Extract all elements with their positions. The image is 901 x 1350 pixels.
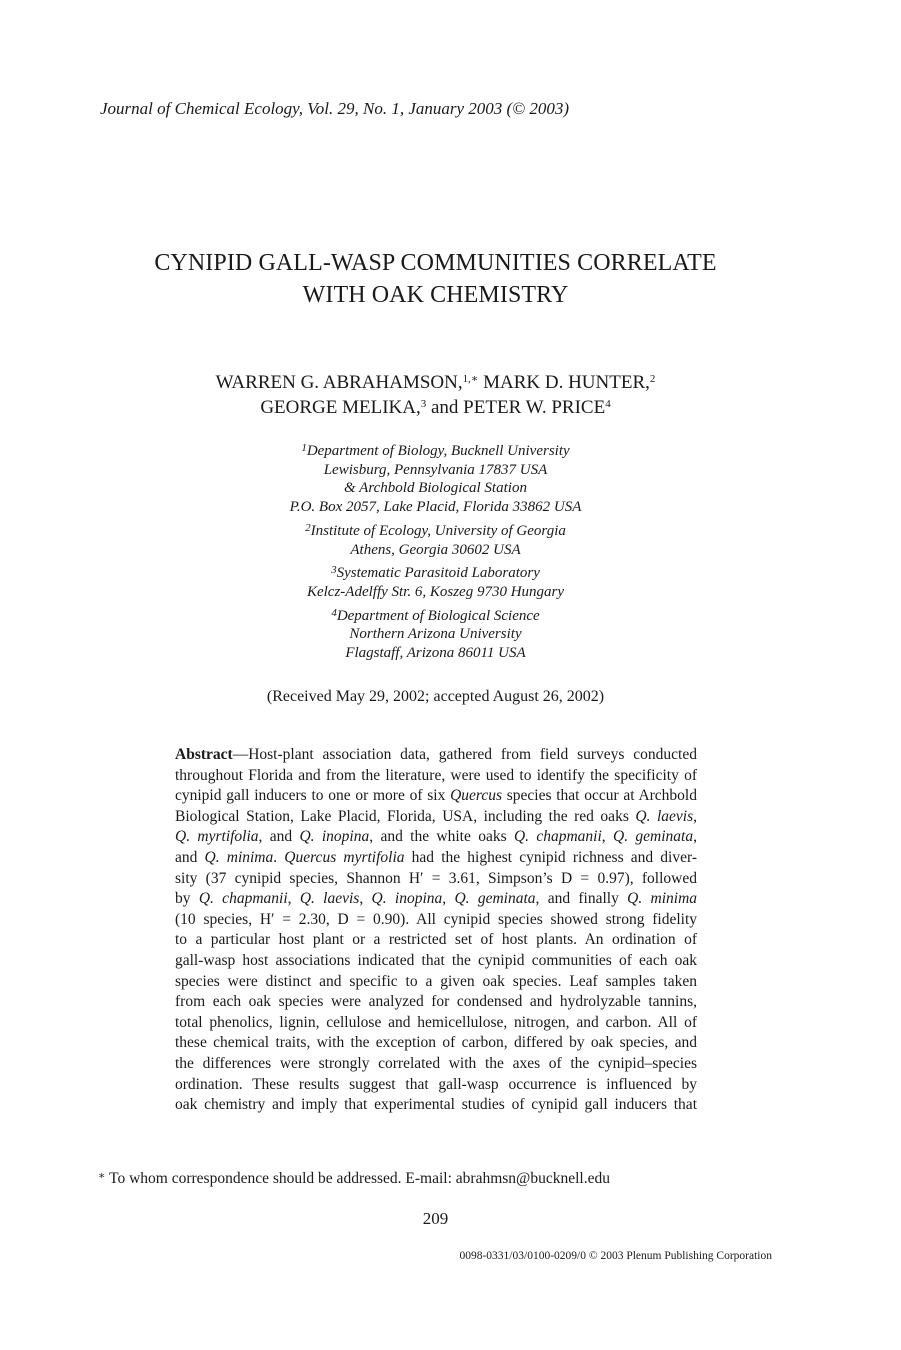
abstract-line: these chemical traits, with the exception of carbon, differed by oak species, and: [175, 1034, 697, 1052]
affiliation-line: Northern Arizona University: [349, 626, 522, 643]
affiliation-line: Lewisburg, Pennsylvania 17837 USA: [323, 461, 548, 478]
affiliation-line: Department of Biology, Bucknell University: [306, 443, 570, 459]
abstract-line: oak chemistry and imply that experimental studies of cynipid gall inducers that: [175, 1096, 697, 1114]
copyright-line: 0098-0331/03/0100-0209/0 © 2003 Plenum Publishing Corporation: [459, 1250, 772, 1262]
author-affiliation-mark: 3: [420, 398, 427, 410]
abstract-line: throughout Florida and from the literature, were used to identify the specificity of: [175, 766, 697, 784]
affiliation-line: & Archbold Biological Station: [344, 480, 527, 497]
article-title: [0, 247, 871, 311]
abstract-line: ordination. These results suggest that gall-wasp occurrence is influenced by: [175, 1075, 697, 1093]
author-affiliation-mark: 4: [605, 398, 611, 410]
affiliation-line: Institute of Ecology, University of Georgia: [310, 522, 566, 539]
affiliation-line: Kelcz-Adelffy Str. 6, Koszeg 9730 Hungary: [306, 583, 565, 600]
author-name: WARREN G. ABRAHAMSON,: [215, 372, 463, 393]
abstract-line: species were distinct and specific to a given oak species. Leaf samples taken: [175, 972, 697, 990]
abstract-line: sity (37 cynipid species, Shannon H′ = 3.61, Simpson’s D = 0.97), followed: [175, 869, 697, 887]
affiliation-1: [0, 442, 871, 517]
abstract-line: from each oak species were analyzed for condensed and hydrolyzable tannins,: [175, 993, 697, 1011]
abstract-line: to a particular host plant or a restricted set of host plants. An ordination of: [175, 931, 697, 949]
abstract-line: cynipid gall inducers to one or more of six Quercus species that occur at Archbold: [175, 787, 697, 805]
affiliation-3: [0, 564, 871, 601]
author-affiliation-mark: 1,∗: [462, 373, 479, 385]
abstract-line: by Q. chapmanii, Q. laevis, Q. inopina, Q. geminata, and finally Q. minima: [175, 890, 698, 908]
affiliation-mark: 2: [305, 521, 311, 534]
affiliation-line: Systematic Parasitoid Laboratory: [336, 565, 540, 582]
abstract-line: Biological Station, Lake Placid, Florida, USA, including the red oaks Q. laevis,: [175, 807, 697, 825]
affiliation-mark: 4: [331, 606, 337, 619]
received-dates: (Received May 29, 2002; accepted August 26, 2002): [266, 688, 605, 705]
author-affiliation-mark: 2: [649, 373, 656, 385]
abstract-line: total phenolics, lignin, cellulose and hemicellulose, nitrogen, and carbon. All of: [175, 1013, 697, 1031]
affiliation-line: P.O. Box 2057, Lake Placid, Florida 33862 USA: [289, 499, 582, 516]
abstract-line: Abstract—Host-plant association data, gathered from field surveys conducted: [175, 746, 697, 763]
journal-citation: Journal of Chemical Ecology, Vol. 29, No. 1, January 2003 (© 2003): [100, 99, 570, 118]
affiliations: [0, 442, 871, 668]
title-line-1: CYNIPID GALL-WASP COMMUNITIES CORRELATE: [154, 250, 717, 276]
author-line-1: [0, 370, 871, 395]
affiliation-mark: 1: [301, 442, 307, 454]
abstract-line: gall-wasp host associations indicated that the cynipid communities of each oak: [175, 951, 697, 969]
author-name: GEORGE MELIKA,: [260, 397, 421, 418]
correspondence-footnote: [98, 1170, 610, 1188]
title-line-2: WITH OAK CHEMISTRY: [302, 282, 569, 308]
author-name: MARK D. HUNTER,: [478, 372, 650, 393]
abstract-line: Q. myrtifolia, and Q. inopina, and the white oaks Q. chapmanii, Q. geminata,: [175, 828, 697, 846]
page-number: 209: [422, 1209, 449, 1228]
author-name: and PETER W. PRICE: [426, 397, 606, 418]
author-line-2: [0, 395, 871, 420]
footnote-text: To whom correspondence should be addressed. E-mail: abrahmsn@bucknell.edu: [105, 1170, 610, 1187]
affiliation-2: [0, 522, 871, 559]
affiliation-4: [0, 607, 871, 663]
abstract-line: (10 species, H′ = 2.30, D = 0.90). All cynipid species showed strong fidelity: [175, 910, 697, 928]
abstract-label: Abstract: [175, 746, 233, 763]
abstract: [175, 745, 697, 1116]
abstract-line: the differences were strongly correlated with the axes of the cynipid–species: [175, 1054, 697, 1072]
author-list: [0, 370, 871, 420]
affiliation-mark: 3: [331, 564, 337, 577]
affiliation-line: Athens, Georgia 30602 USA: [350, 541, 521, 558]
affiliation-line: Flagstaff, Arizona 86011 USA: [345, 645, 526, 662]
abstract-line: and Q. minima. Quercus myrtifolia had the highest cynipid richness and diver-: [175, 848, 697, 866]
footnote-mark: ∗: [98, 1170, 106, 1182]
affiliation-line: Department of Biological Science: [336, 607, 540, 624]
